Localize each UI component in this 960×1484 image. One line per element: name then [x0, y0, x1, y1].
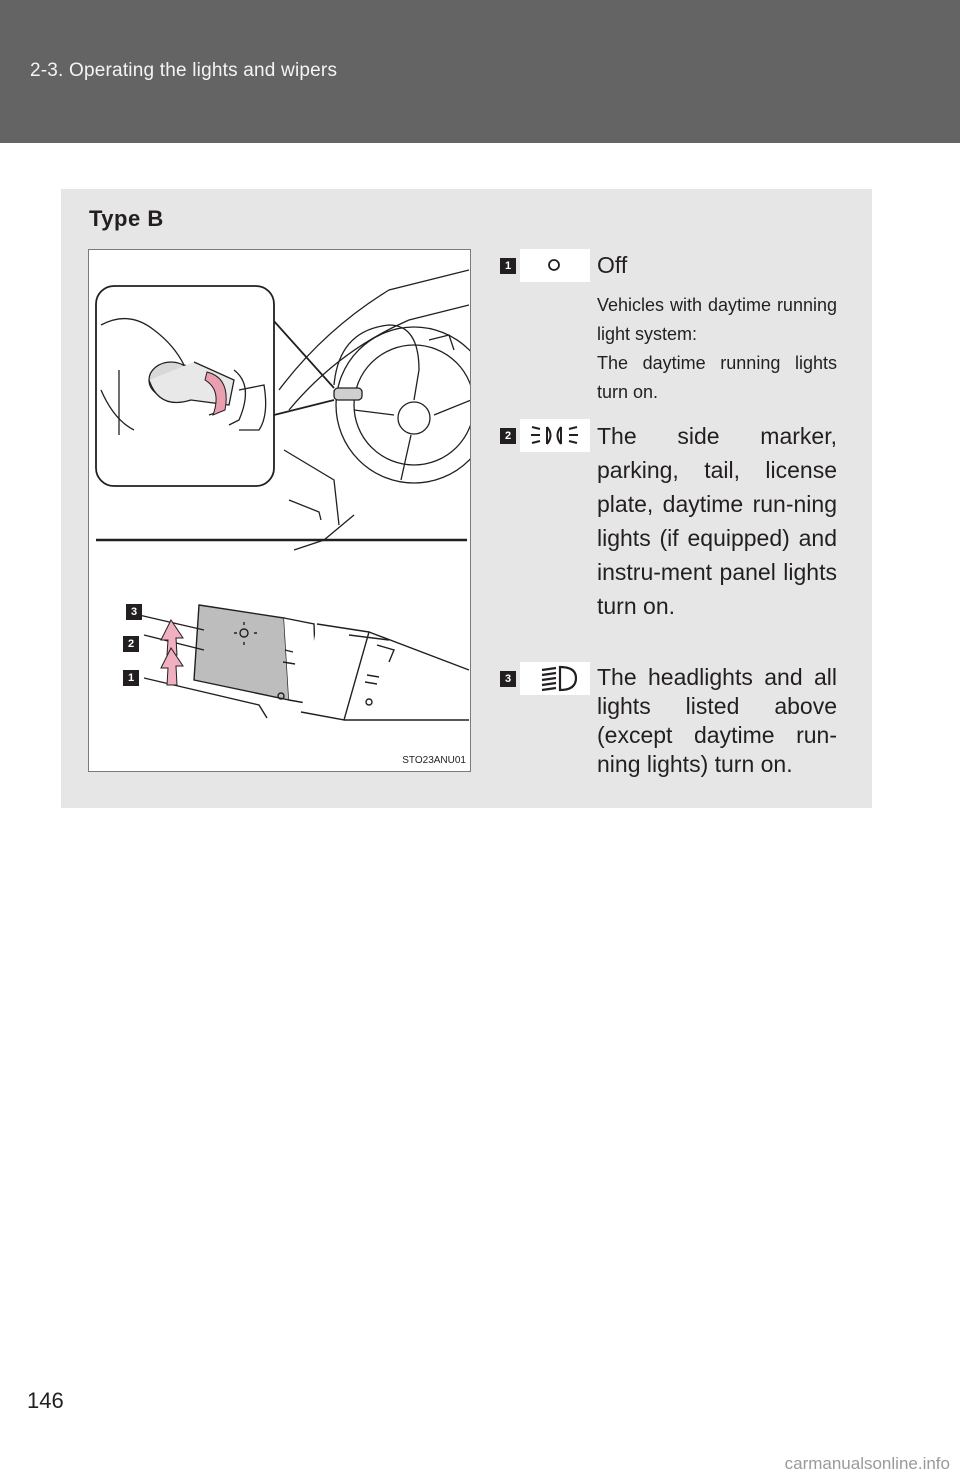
figure-code: STO23ANU01 [402, 755, 466, 766]
off-circle-icon [520, 249, 590, 282]
item-number-2: 2 [500, 428, 516, 444]
headlight-icon [520, 662, 590, 695]
lever-diagram [89, 250, 471, 772]
item-number-1: 1 [500, 258, 516, 274]
item-1-label: Off [597, 252, 628, 278]
figure-callout-3: 3 [126, 604, 142, 620]
page-number: 146 [27, 1388, 64, 1413]
page-header [0, 0, 960, 143]
item-3-label: The headlights and all lights listed above (except daytime run-ning lights) turn on. [597, 664, 837, 777]
item-1-note-line1: Vehicles with daytime running light system: [597, 295, 837, 344]
type-label: Type B [89, 206, 164, 231]
parking-lights-icon [520, 419, 590, 452]
figure-callout-2: 2 [123, 636, 139, 652]
item-2-label: The side marker, parking, tail, license plate, daytime run-ning lights (if equipped) and instru-ment panel lights turn on. [597, 423, 837, 619]
item-1-note-line2: The daytime running lights turn on. [597, 353, 837, 402]
item-number-3: 3 [500, 671, 516, 687]
section-title: 2-3. Operating the lights and wipers [30, 60, 338, 81]
light-switch-illustration [88, 249, 471, 772]
watermark: carmanualsonline.info [784, 1454, 950, 1473]
figure-callout-1: 1 [123, 670, 139, 686]
